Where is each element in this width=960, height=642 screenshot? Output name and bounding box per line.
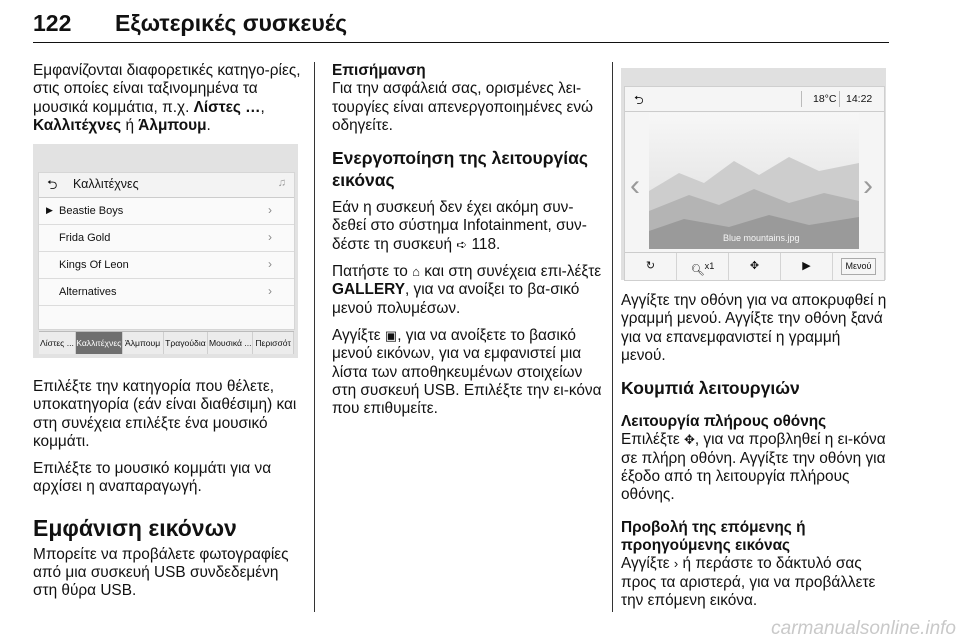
tab-genres[interactable]: Μουσικά ... (208, 332, 253, 354)
intro-text: Εμφανίζονται διαφορετικές κατηγο-ρίες, στις οποίες είναι ταξινομημένα τα μουσικά κομμάτια, π.χ. (33, 62, 301, 116)
fullscreen-icon: ✥ (683, 432, 695, 448)
artists-screenshot (33, 144, 298, 358)
next-previous-paragraph (621, 555, 889, 610)
page-reference-icon: ➪ (456, 236, 468, 252)
screen-title: Καλλιτέχνες (73, 177, 139, 191)
screen-statusbar (625, 87, 884, 112)
list-item[interactable] (39, 279, 294, 306)
column-divider (314, 62, 315, 612)
chevron-right-icon: › (268, 257, 272, 271)
column-left-lower (33, 378, 303, 610)
next-previous-heading: Προβολή της επόμενης ή προηγούμενης εικόνας (621, 518, 806, 554)
rotate-icon[interactable]: ↻ (625, 253, 677, 280)
section-title: Εξωτερικές συσκευές (115, 10, 348, 36)
next-icon[interactable]: › (863, 169, 873, 202)
show-images-heading: Εμφάνιση εικόνων (33, 514, 237, 541)
fullscreen-heading: Λειτουργία πλήρους οθόνης (621, 413, 827, 431)
screen-titlebar (39, 173, 294, 198)
list-item-label: Alternatives (59, 286, 117, 298)
divider (801, 91, 802, 107)
activate-images-heading: Ενεργοποίηση της λειτουργίας εικόνας (332, 148, 588, 191)
connect-device-paragraph (332, 199, 602, 254)
tab-songs[interactable]: Τραγούδια (164, 332, 209, 354)
list-item[interactable] (39, 252, 294, 279)
or-text: ή (121, 116, 139, 134)
back-icon[interactable]: ⮌ (634, 93, 644, 107)
artists-screen (38, 172, 295, 348)
list-item[interactable] (39, 198, 294, 225)
temperature: 18°C (813, 93, 837, 105)
tab-albums[interactable]: Άλμπουμ (123, 332, 164, 354)
lists-term: Λίστες … (193, 98, 261, 116)
select-track-paragraph: Επιλέξτε το μουσικό κομμάτι για να αρχίσει η αναπαραγωγή. (33, 460, 272, 496)
fullscreen-icon[interactable]: ✥ (729, 253, 781, 280)
column-divider (612, 62, 613, 612)
back-icon[interactable]: ⮌ (47, 177, 58, 192)
note-title: Επισήμανση (332, 62, 426, 79)
image-viewer-screen (624, 86, 885, 281)
play-icon: ▶ (46, 205, 53, 215)
home-icon: ⌂ (412, 264, 420, 280)
viewer-toolbar (625, 252, 884, 280)
music-note-icon: ♫ (277, 177, 286, 189)
tab-lists[interactable]: Λίστες ... (39, 332, 76, 354)
image-caption: Blue mountains.jpg (723, 233, 800, 243)
page-header (33, 6, 889, 43)
category-tabs (39, 331, 294, 354)
tab-more[interactable]: Περισσότ (253, 332, 294, 354)
press-text: Πατήστε το (332, 263, 413, 281)
next-text: ή περάστε το δάκτυλό σας προς τα αριστερά, για να προβάλλετε την επόμενη εικόνα. (621, 555, 876, 609)
column-right (621, 292, 889, 619)
list-item-label: Kings Of Leon (59, 259, 129, 271)
slideshow-icon[interactable]: ▶ (781, 253, 833, 280)
press-text: , για να ανοίξει το βα-σικό μενού πολυμέσων. (332, 281, 580, 317)
select-category-paragraph: Επιλέξτε την κατηγορία που θέλετε, υποκατηγορία (εάν είναι διαθέσιμη) και στη συνέχεια επιλέξτε ένα μουσικό κομμάτι. (33, 378, 297, 450)
touch-text: , για να ανοίξετε το βασικό μενού εικόνων, για να εμφανιστεί μια λίστα των αποθηκευμένων στοιχείων στη συσκευή USB. Επιλέξτε την ει-κόνα που επιθυμείτε. (332, 326, 602, 418)
page-reference: 118. (467, 235, 501, 253)
list-item-label: Beastie Boys (59, 205, 124, 217)
column-middle (332, 62, 602, 427)
press-text: και στη συνέχεια επι-λέξτε (419, 263, 602, 281)
zoom-button[interactable] (677, 253, 729, 280)
hide-menu-paragraph: Αγγίξτε την οθόνη για να αποκρυφθεί η γραμμή μενού. Αγγίξτε την οθόνη ξανά για να επανεμφανιστεί η γραμμή μενού. (621, 292, 887, 364)
menu-button[interactable] (833, 253, 884, 280)
zoom-icon: 🔍︎ (690, 264, 705, 277)
chevron-right-icon: › (268, 203, 272, 217)
list-item[interactable] (39, 225, 294, 252)
divider (839, 91, 840, 107)
tab-artists[interactable]: Καλλιτέχνες (76, 332, 123, 354)
connect-text: Εάν η συσκευή δεν έχει ακόμη συν-δεθεί στο σύστημα Infotainment, συν-δέστε τη συσκευή (332, 199, 587, 253)
next-text: Αγγίξτε (621, 555, 674, 573)
fullscreen-text: , για να προβληθεί η ει-κόνα σε πλήρη οθόνη. Αγγίξτε την οθόνη για έξοδο από τη λειτουργία πλήρους οθόνης. (621, 431, 886, 504)
previous-icon[interactable]: ‹ (630, 169, 640, 202)
separator: , (260, 98, 265, 116)
intro-paragraph (33, 62, 303, 135)
list-item-label: Frida Gold (59, 232, 111, 244)
period: . (206, 116, 211, 134)
chevron-right-icon: › (268, 230, 272, 244)
touch-text: Αγγίξτε (332, 326, 385, 344)
press-home-paragraph (332, 263, 602, 318)
page-number: 122 (33, 10, 72, 36)
menu-label: Μενού (841, 258, 877, 275)
zoom-level: x1 (704, 261, 715, 271)
image-icon: ▣ (384, 327, 398, 343)
clock: 14:22 (846, 93, 873, 105)
function-buttons-heading: Κουμπιά λειτουργιών (621, 378, 800, 399)
artists-term: Καλλιτέχνες (33, 116, 122, 134)
chevron-right-icon: › (673, 556, 679, 572)
column-left (33, 62, 303, 144)
albums-term: Άλμπουμ (138, 116, 207, 134)
note-text: Για την ασφάλειά σας, ορισμένες λει-τουργίες είναι απενεργοποιημένες ενώ οδηγείτε. (332, 80, 594, 134)
show-images-paragraph: Μπορείτε να προβάλετε φωτογραφίες από μια συσκευή USB συνδεδεμένη στη θύρα USB. (33, 545, 289, 600)
fullscreen-text: Επιλέξτε (621, 431, 684, 449)
watermark: carmanualsonline.info (771, 618, 956, 639)
gallery-term: GALLERY (332, 281, 405, 299)
image-viewer-screenshot (621, 68, 886, 280)
mountain-photo[interactable] (649, 113, 859, 249)
fullscreen-paragraph (621, 431, 889, 504)
chevron-right-icon: › (268, 284, 272, 298)
touch-image-paragraph (332, 327, 602, 418)
